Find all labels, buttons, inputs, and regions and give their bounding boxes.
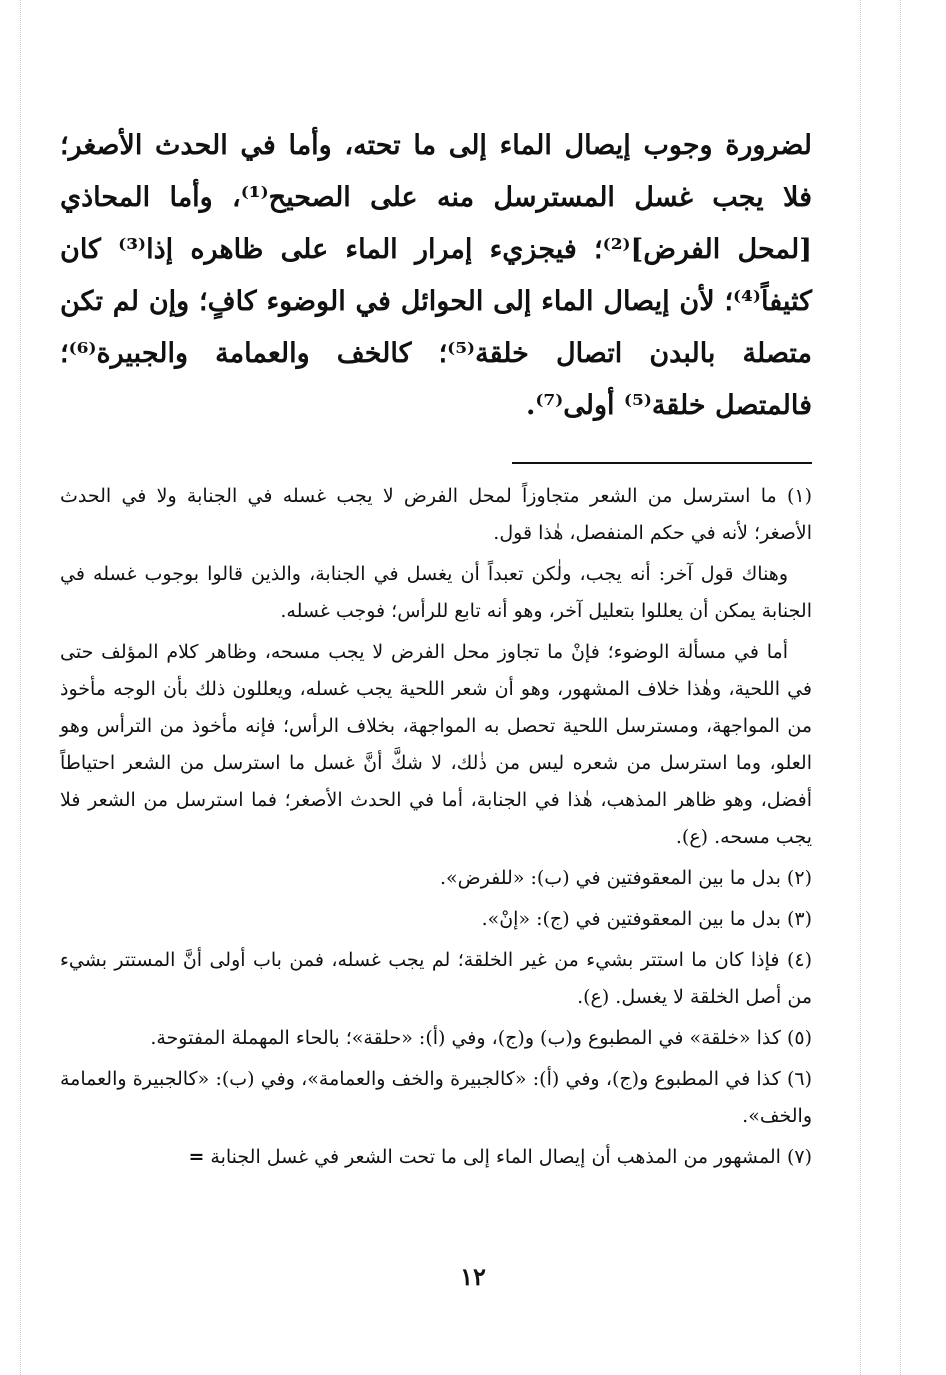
right-edge-dots-2 [900, 0, 901, 1375]
footnote-2: (٢) بدل ما بين المعقوفتين في (ب): «للفرض». [440, 867, 812, 889]
page-number: ١٢ [460, 1262, 486, 1291]
footnotes [60, 478, 812, 1176]
footnote-1-paragraph-2: وهناك قول آخر: أنه يجب، ولٰكن تعبداً أن يغسل في الجنابة، والذين قالوا بوجوب غسله في الجنابة يمكن أن يعللوا بتعليل آخر، وهو أنه تابع للرأس؛ فوجب غسله. [60, 563, 812, 622]
main-paragraph: لضرورة وجوب إيصال الماء إلى ما تحته، وأما في الحدث الأصغر؛ فلا يجب غسل المسترسل منه على الصحيح⁽¹⁾، وأما المحاذي [لمحل الفرض]⁽²⁾؛ فيجزيء إمرار الماء على ظاهره إذا⁽³⁾ كان كثيفاً⁽⁴⁾؛ لأن إيصال الماء إلى الحوائل في الوضوء كافٍ؛ وإن لم تكن متصلة بالبدن اتصال خلقة⁽⁵⁾؛ كالخف والعمامة والجبيرة⁽⁶⁾؛ فالمتصل خلقة⁽⁵⁾ أولى⁽⁷⁾. [60, 130, 812, 421]
page-body [60, 120, 812, 1180]
footnote-7 [60, 1139, 812, 1176]
footnote-7-text: (٧) المشهور من المذهب أن إيصال الماء إلى ما تحت الشعر في غسل الجنابة [210, 1146, 812, 1168]
left-edge-dots [20, 0, 21, 1375]
main-text [60, 120, 812, 432]
footnote-6: (٦) كذا في المطبوع و(ج)، وفي (أ): «كالجبيرة والخف والعمامة»، وفي (ب): «كالجبيرة والعمامة والخف». [60, 1068, 812, 1127]
right-edge-dots [860, 0, 861, 1375]
footnote-separator [512, 462, 812, 464]
footnote-3: (٣) بدل ما بين المعقوفتين في (ج): «إنْ». [481, 908, 812, 930]
footnote-1: (١) ما استرسل من الشعر متجاوزاً لمحل الفرض لا يجب غسله في الجنابة ولا في الحدث الأصغر؛ لأنه في حكم المنفصل، هٰذا قول. [60, 485, 813, 544]
footnote-1-paragraph-3: أما في مسألة الوضوء؛ فإنْ ما تجاوز محل الفرض لا يجب مسحه، وظاهر كلام المؤلف حتى في اللحية، وهٰذا خلاف المشهور، وهو أن شعر اللحية يجب غسله، ويعللون ذلك بأن الوجه مأخوذ من المواجهة، ومسترسل اللحية تحصل به المواجهة، بخلاف الرأس؛ فإنه مأخوذ من الترأس وهو العلو، وما استرسل من شعره ليس من ذٰلك، لا شكَّ أنَّ غسل ما استرسل من الشعر احتياطاً أفضل، وهو ظاهر المذهب، هٰذا في الجنابة، أما في الحدث الأصغر؛ فما استرسل من الشعر فلا يجب مسحه. (ع). [60, 641, 812, 848]
footnote-5: (٥) كذا «خلقة» في المطبوع و(ب) و(ج)، وفي (أ): «حلقة»؛ بالحاء المهملة المفتوحة. [150, 1027, 812, 1049]
footnote-4: (٤) فإذا كان ما استتر بشيء من غير الخلقة؛ لم يجب غسله، فمن باب أولى أنَّ المستتر بشيء من أصل الخلقة لا يغسل. (ع). [60, 949, 812, 1008]
continuation-mark: = [188, 1146, 205, 1168]
